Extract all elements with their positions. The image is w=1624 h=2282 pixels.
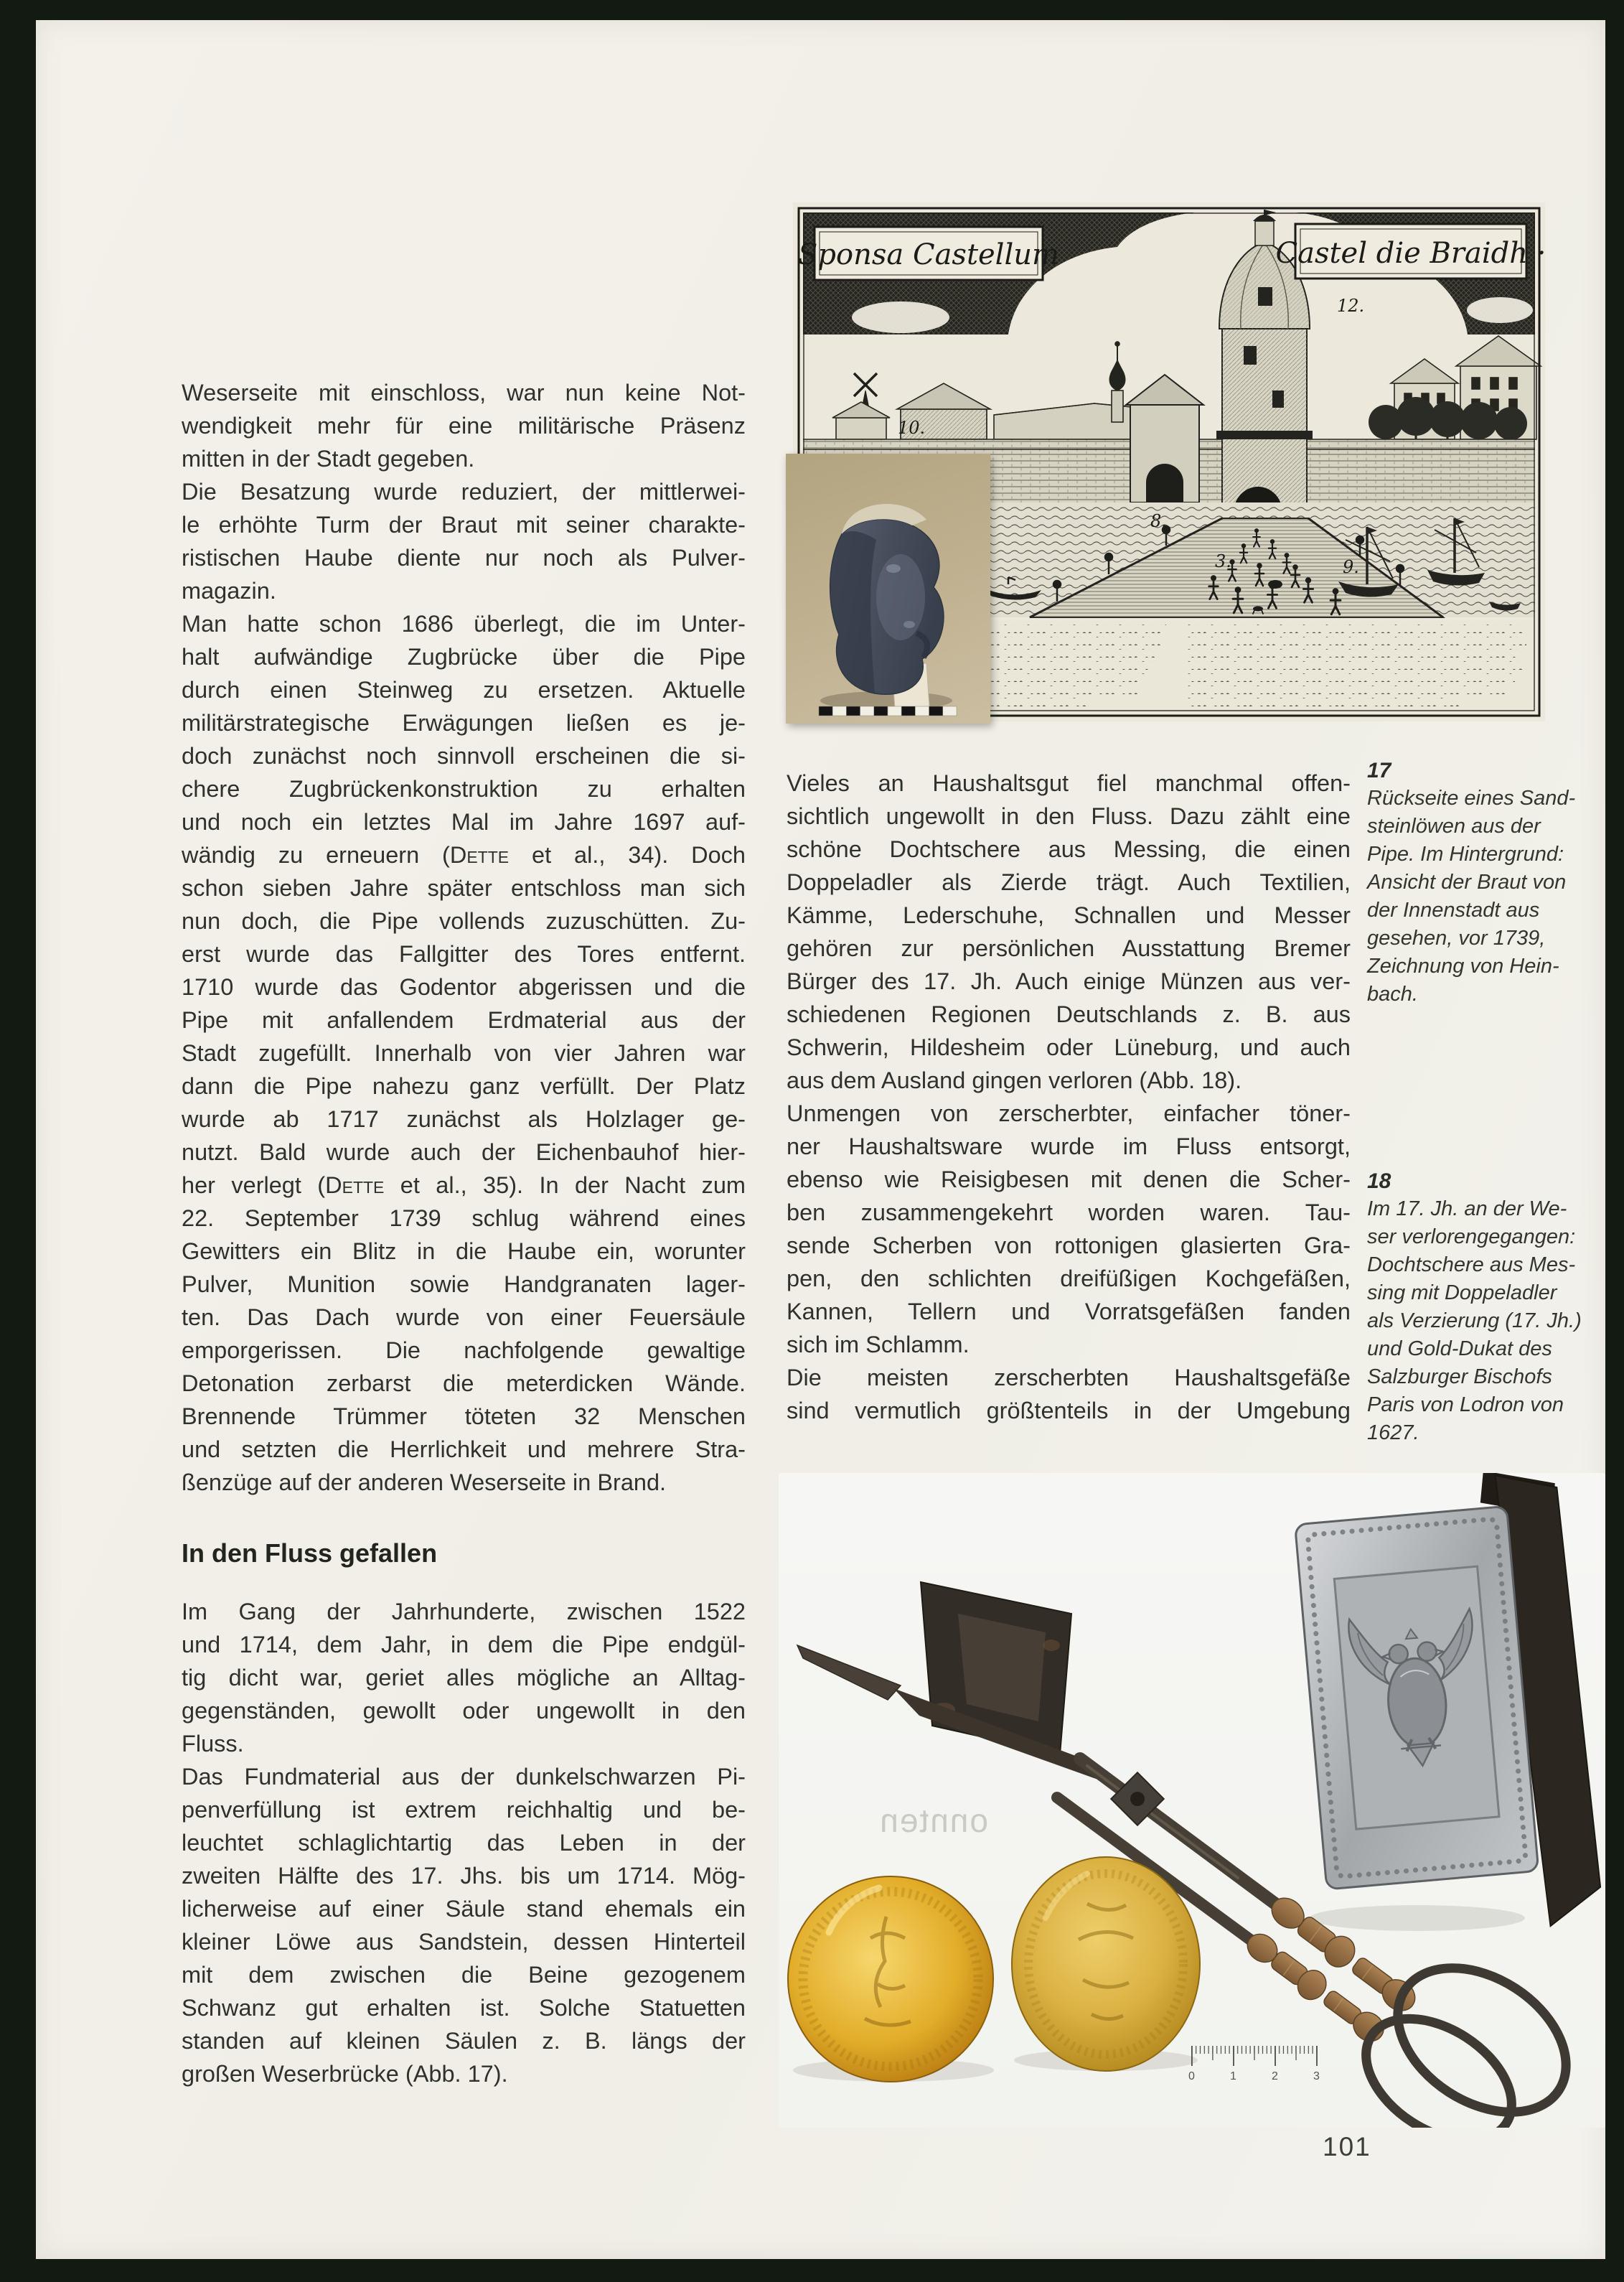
text-line: sich im Schlamm. bbox=[787, 1332, 970, 1357]
artifact-photo bbox=[779, 1473, 1605, 2128]
text-line: Vieles an Haushaltsgut fiel manchmal offen- bbox=[787, 770, 1351, 796]
paragraph bbox=[787, 1097, 1351, 1361]
ruler-label-3: 3 bbox=[1313, 2070, 1320, 2082]
text-line: Die Besatzung wurde reduziert, der mittlerwei- bbox=[182, 479, 746, 505]
paragraph bbox=[182, 1760, 746, 2090]
text-line: Pulver, Munition sowie Handgranaten lager- bbox=[182, 1271, 746, 1297]
text-line: und noch ein letztes Mal im Jahre 1697 auf- bbox=[182, 809, 746, 835]
lion-photo-svg bbox=[786, 454, 990, 724]
gold-coin-right bbox=[1012, 1857, 1200, 2071]
text-line: leuchtet schlaglichtartig das Leben in der bbox=[182, 1830, 746, 1856]
text-line: großen Weserbrücke (Abb. 17). bbox=[182, 2061, 508, 2087]
text-line: Das Fundmaterial aus der dunkelschwarzen Pi- bbox=[182, 1764, 746, 1790]
banner-right-label: Castel die Braidh · bbox=[1275, 237, 1545, 270]
text-line: Schwerin, Hildesheim oder Lüneburg, und auch bbox=[787, 1034, 1351, 1060]
sandstone-lion-photo bbox=[786, 454, 990, 724]
eagle-plate bbox=[1292, 1473, 1603, 1945]
caption-line: ser verlorengegangen: bbox=[1367, 1225, 1576, 1248]
cloud-left bbox=[852, 301, 949, 333]
caption-line: Im 17. Jh. an der We- bbox=[1367, 1197, 1567, 1220]
page-number: 101 bbox=[1323, 2132, 1371, 2161]
text-line: ten. Das Dach wurde von einer Feuersäule bbox=[182, 1304, 746, 1330]
text-line: doch zunächst noch sinnvoll erscheinen die si- bbox=[182, 743, 746, 769]
text-line: magazin. bbox=[182, 578, 276, 604]
paragraph bbox=[787, 767, 1351, 1097]
ruler-label-2: 2 bbox=[1272, 2070, 1278, 2082]
caption-line: der Innenstadt aus bbox=[1367, 899, 1540, 922]
photo-scale-bar bbox=[819, 706, 957, 716]
text-line: pen, den schlichten dreifüßigen Kochgefäßen, bbox=[787, 1266, 1351, 1291]
figure-number: 17 bbox=[1367, 759, 1391, 782]
text-line: Brennende Trümmer töteten 32 Menschen bbox=[182, 1403, 746, 1429]
figure-caption-18 bbox=[1367, 1167, 1607, 1447]
text-line: 1710 wurde das Godentor abgerissen und die bbox=[182, 974, 746, 1000]
text-line: sind vermutlich größtenteils in der Umgebung bbox=[787, 1398, 1351, 1423]
caption-line: und Gold-Dukat des bbox=[1367, 1337, 1552, 1360]
ruler-label-1: 1 bbox=[1230, 2070, 1236, 2082]
text-line: ßenzüge auf der anderen Weserseite in Brand. bbox=[182, 1469, 667, 1495]
caption-line: Rückseite eines Sand- bbox=[1367, 787, 1576, 810]
text-line: Im Gang der Jahrhunderte, zwischen 1522 bbox=[182, 1599, 746, 1624]
text-line: ristischen Haube diente nur noch als Pulver- bbox=[182, 545, 746, 571]
caption-line: Salzburger Bischofs bbox=[1367, 1365, 1552, 1388]
right-text-column bbox=[787, 767, 1351, 1427]
text-line: ben zusammengekehrt worden waren. Tau- bbox=[787, 1200, 1351, 1225]
paragraph bbox=[182, 1595, 746, 1760]
text-line: nutzt. Bald wurde auch der Eichenbauhof hier- bbox=[182, 1139, 746, 1165]
plan-number-gate: 8. bbox=[1150, 511, 1167, 531]
text-line: Kämme, Lederschuhe, Schnallen und Messer bbox=[787, 902, 1351, 928]
banner-left-label: Sponsa Castellum bbox=[798, 238, 1059, 271]
figure-number: 18 bbox=[1367, 1169, 1391, 1193]
text-line: penverfüllung ist extrem reichhaltig und be- bbox=[182, 1797, 746, 1823]
cloud-right bbox=[1467, 297, 1533, 323]
caption-line: Pipe. Im Hintergrund: bbox=[1367, 843, 1564, 866]
text-line: gehören zur persönlichen Ausstattung Bremer bbox=[787, 935, 1351, 961]
text-line: le erhöhte Turm der Braut mit seiner charakte- bbox=[182, 512, 746, 538]
text-line: schiedenen Regionen Deutschlands z. B. aus bbox=[787, 1001, 1351, 1027]
plan-number-quay: 9. bbox=[1343, 557, 1359, 577]
caption-line: steinlöwen aus der bbox=[1367, 815, 1541, 838]
text-line: Die meisten zerscherbten Haushaltsgefäße bbox=[787, 1365, 1351, 1390]
text-line: und 1714, dem Jahr, in dem die Pipe endgül- bbox=[182, 1632, 746, 1657]
ruler-label-0: 0 bbox=[1188, 2070, 1195, 2082]
plan-number-bridge: 3. bbox=[1215, 551, 1231, 571]
paragraph bbox=[182, 376, 746, 475]
caption-line: als Verzierung (17. Jh.) bbox=[1367, 1309, 1582, 1332]
caption-line: 1627. bbox=[1367, 1421, 1419, 1444]
text-line: licherweise auf einer Säule stand ehemals ein bbox=[182, 1896, 746, 1922]
text-line: her verlegt (Dette et al., 35). In der Nacht zum bbox=[182, 1172, 746, 1198]
text-line: wändig zu erneuern (Dette et al., 34). Doch bbox=[182, 842, 746, 868]
text-line: Schwanz gut erhalten ist. Solche Statuetten bbox=[182, 1995, 746, 2021]
caption-line: gesehen, vor 1739, bbox=[1367, 927, 1546, 950]
text-line: Gewitters ein Blitz in die Haube ein, worunter bbox=[182, 1238, 746, 1264]
text-line: sichtlich ungewollt in den Fluss. Dazu zählt eine bbox=[787, 803, 1351, 829]
text-line: wendigkeit mehr für eine militärische Präsenz bbox=[182, 413, 746, 439]
text-line: nun doch, die Pipe vollends zuzuschütten. Zu- bbox=[182, 908, 746, 934]
text-line: standen auf kleinen Säulen z. B. längs der bbox=[182, 2028, 746, 2054]
paragraph bbox=[787, 1361, 1351, 1427]
text-line: wurde ab 1717 zunächst als Holzlager ge- bbox=[182, 1106, 746, 1132]
text-line: ner Haushaltsware wurde im Fluss entsorgt, bbox=[787, 1133, 1351, 1159]
text-line: mitten in der Stadt gegeben. bbox=[182, 446, 475, 472]
scissor-loop-upper bbox=[1371, 1938, 1592, 2128]
artifact-photo-svg bbox=[779, 1473, 1605, 2128]
text-line: aus dem Ausland gingen verloren (Abb. 18). bbox=[787, 1067, 1242, 1093]
plan-number-mill: 10. bbox=[898, 418, 926, 438]
text-line: Pipe mit anfallendem Erdmaterial aus der bbox=[182, 1007, 746, 1033]
text-line: militärstrategische Erwägungen ließen es je- bbox=[182, 710, 746, 736]
text-line: Man hatte schon 1686 überlegt, die im Unter- bbox=[182, 611, 746, 637]
text-line: Bürger des 17. Jh. Auch einige Münzen aus ver- bbox=[787, 968, 1351, 994]
section-heading: In den Fluss gefallen bbox=[182, 1538, 438, 1568]
caption-line: sing mit Doppeladler bbox=[1367, 1281, 1557, 1304]
scale-ruler bbox=[1188, 2046, 1320, 2082]
text-line: gegenständen, gewollt oder ungewollt in den bbox=[182, 1698, 746, 1724]
text-line: erst wurde das Fallgitter des Tores entfernt. bbox=[182, 941, 746, 967]
banner-left bbox=[798, 227, 1059, 280]
caption-line: Dochtschere aus Mes- bbox=[1367, 1253, 1576, 1276]
paragraph bbox=[182, 607, 746, 1499]
text-line: dann die Pipe nahezu ganz verfüllt. Der Platz bbox=[182, 1073, 746, 1099]
text-line: und setzten die Herrlichkeit und mehrere Stra- bbox=[182, 1436, 746, 1462]
banner-right bbox=[1276, 224, 1545, 279]
text-line: schon sieben Jahre später entschloss man sich bbox=[182, 875, 746, 901]
text-line: Stadt zugefüllt. Innerhalb von vier Jahren war bbox=[182, 1040, 746, 1066]
figure-caption-17 bbox=[1367, 757, 1607, 1009]
left-text-column bbox=[182, 376, 746, 2090]
text-line: 22. September 1739 schlug während eines bbox=[182, 1205, 746, 1231]
text-line: ebenso wie Reisigbesen mit denen die Scher- bbox=[787, 1166, 1351, 1192]
text-line: Kannen, Tellern und Vorratsgefäßen fanden bbox=[787, 1299, 1351, 1324]
text-line: kleiner Löwe aus Sandstein, dessen Hinterteil bbox=[182, 1929, 746, 1955]
text-line: Weserseite mit einschloss, war nun keine Not- bbox=[182, 380, 746, 406]
text-line: tig dicht war, geriet alles mögliche an Alltag- bbox=[182, 1665, 746, 1691]
text-line: Doppeladler als Zierde trägt. Auch Textilien, bbox=[787, 869, 1351, 895]
text-line: mit dem zwischen die Beine gezogenem bbox=[182, 1962, 746, 1988]
caption-line: Ansicht der Braut von bbox=[1367, 871, 1567, 894]
caption-line: bach. bbox=[1367, 983, 1418, 1006]
text-line: Detonation zerbarst die meterdicken Wände. bbox=[182, 1370, 746, 1396]
page-show-through: onnten bbox=[878, 1802, 988, 1839]
text-line: halt aufwändige Zugbrücke über die Pipe bbox=[182, 644, 746, 670]
plate-shadow bbox=[1310, 1905, 1525, 1931]
text-line: sende Scherben von rottonigen glasierten Gra- bbox=[787, 1233, 1351, 1258]
caption-line: Zeichnung von Hein- bbox=[1367, 955, 1559, 978]
text-line: schöne Dochtschere aus Messing, die einen bbox=[787, 836, 1351, 862]
text-line: emporgerissen. Die nachfolgende gewaltige bbox=[182, 1337, 746, 1363]
text-line: durch einen Steinweg zu ersetzen. Aktuelle bbox=[182, 677, 746, 703]
text-line: zweiten Hälfte des 17. Jhs. bis um 1714. Mög- bbox=[182, 1863, 746, 1889]
gold-coin-left bbox=[788, 1876, 993, 2082]
horse-figure bbox=[1268, 580, 1282, 589]
plan-number-tower: 12. bbox=[1337, 296, 1365, 316]
text-line: Fluss. bbox=[182, 1731, 244, 1757]
text-line: Unmengen von zerscherbter, einfacher töner- bbox=[787, 1100, 1351, 1126]
paragraph bbox=[182, 475, 746, 607]
caption-line: Paris von Lodron von bbox=[1367, 1393, 1564, 1416]
text-line: chere Zugbrückenkonstruktion zu erhalten bbox=[182, 776, 746, 802]
